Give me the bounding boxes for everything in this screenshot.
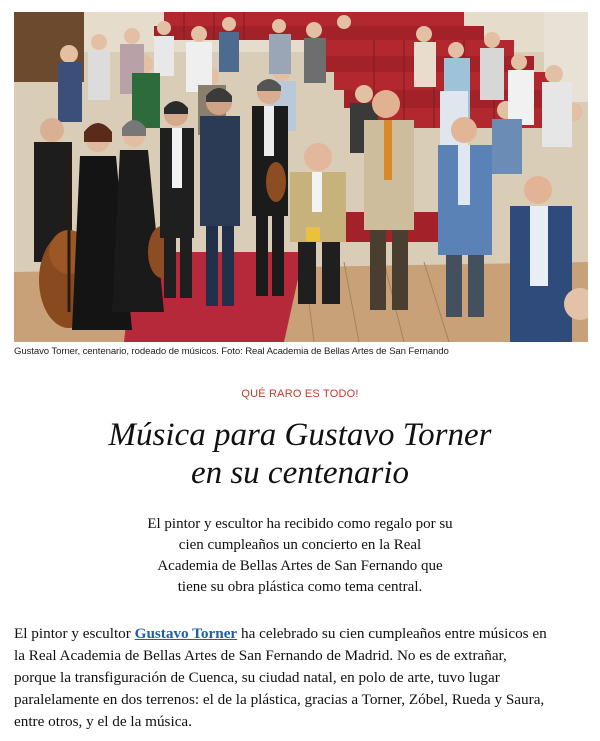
section-kicker: QUÉ RARO ES TODO! xyxy=(241,388,359,400)
article-headline xyxy=(0,416,600,492)
article-subheadline xyxy=(110,514,490,598)
body-line: la Real Academia de Bellas Artes de San Fernando de Madrid. No es de extrañar, xyxy=(14,647,507,664)
subhead-line: cien cumpleaños un concierto en la Real xyxy=(178,537,422,553)
article-body xyxy=(14,623,588,733)
gustavo-torner-link[interactable]: Gustavo Torner xyxy=(134,625,238,642)
article-photo xyxy=(14,12,588,342)
headline-line: Música para Gustavo Torner xyxy=(108,417,492,453)
photo-caption: Gustavo Torner, centenario, rodeado de músicos. Foto: Real Academia de Bellas Artes de San Fernando xyxy=(14,346,449,357)
body-text: ha celebrado su cien cumpleaños entre músicos en xyxy=(237,625,547,642)
headline-line: en su centenario xyxy=(190,455,410,491)
subhead-line: tiene su obra plástica como tema central. xyxy=(177,579,423,595)
subhead-line: Academia de Bellas Artes de San Fernando que xyxy=(157,558,443,574)
body-line: porque la transfiguración de Cuenca, su ciudad natal, en polo de arte, tuvo lugar xyxy=(14,669,500,686)
body-line xyxy=(14,623,588,645)
body-line: entre otros, y el de la música. xyxy=(14,713,192,730)
body-line: paralelamente en dos terrenos: el de la plástica, gracias a Torner, Zóbel, Rueda y Saura, xyxy=(14,691,545,708)
body-text: El pintor y escultor xyxy=(14,625,135,642)
group-photo-illustration xyxy=(14,12,588,342)
subhead-line: El pintor y escultor ha recibido como regalo por su xyxy=(147,516,453,532)
